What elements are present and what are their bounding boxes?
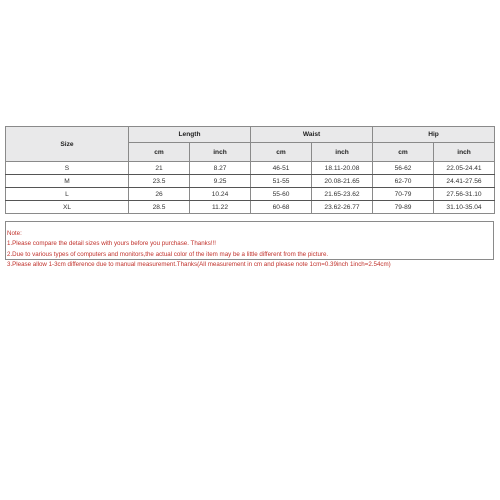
table-row — [6, 175, 495, 188]
table-cell: 60-68 — [251, 201, 312, 214]
unit-header: inch — [434, 143, 495, 162]
note-line: 3.Please allow 1-3cm difference due to manual measurement.Thanks(All measurement in cm and please note 1cm=0.39inch 1inch=2.54cm) — [7, 260, 391, 268]
table-cell: 11.22 — [190, 201, 251, 214]
table-cell: 8.27 — [190, 162, 251, 175]
unit-header: cm — [251, 143, 312, 162]
header-row — [6, 127, 495, 143]
table-cell: 24.41-27.56 — [434, 175, 495, 188]
table-cell: 31.10-35.04 — [434, 201, 495, 214]
waist-header: Waist — [251, 127, 373, 143]
unit-header: cm — [373, 143, 434, 162]
table-cell: 9.25 — [190, 175, 251, 188]
table-cell: 28.5 — [129, 201, 190, 214]
size-cell: XL — [6, 201, 129, 214]
table-cell: 21 — [129, 162, 190, 175]
unit-header: inch — [190, 143, 251, 162]
table-cell: 51-55 — [251, 175, 312, 188]
table-cell: 70-79 — [373, 188, 434, 201]
table-cell: 10.24 — [190, 188, 251, 201]
size-header: Size — [6, 127, 129, 162]
table-cell: 18.11-20.08 — [312, 162, 373, 175]
table-cell: 23.5 — [129, 175, 190, 188]
size-cell: M — [6, 175, 129, 188]
size-cell: S — [6, 162, 129, 175]
length-header: Length — [129, 127, 251, 143]
table-cell: 26 — [129, 188, 190, 201]
table-cell: 46-51 — [251, 162, 312, 175]
notes-box — [5, 221, 494, 268]
notes-title: Note: — [7, 230, 22, 237]
table-cell: 56-62 — [373, 162, 434, 175]
note-line: 2.Due to various types of computers and monitors,the actual color of the item may be a little different from the picture. — [7, 250, 329, 258]
table-cell: 27.56-31.10 — [434, 188, 495, 201]
table-row — [6, 162, 495, 175]
table-cell: 62-70 — [373, 175, 434, 188]
table-row — [6, 201, 495, 214]
table-cell: 20.08-21.65 — [312, 175, 373, 188]
unit-header: inch — [312, 143, 373, 162]
table-cell: 23.62-26.77 — [312, 201, 373, 214]
size-cell: L — [6, 188, 129, 201]
unit-header: cm — [129, 143, 190, 162]
table-row — [6, 188, 495, 201]
note-line: 1.Please compare the detail sizes with yours before you purchase. Thanks!!! — [7, 240, 216, 248]
size-chart-table — [5, 126, 495, 214]
hip-header: Hip — [373, 127, 495, 143]
table-cell: 22.05-24.41 — [434, 162, 495, 175]
table-cell: 55-60 — [251, 188, 312, 201]
table-cell: 79-89 — [373, 201, 434, 214]
table-cell: 21.65-23.62 — [312, 188, 373, 201]
